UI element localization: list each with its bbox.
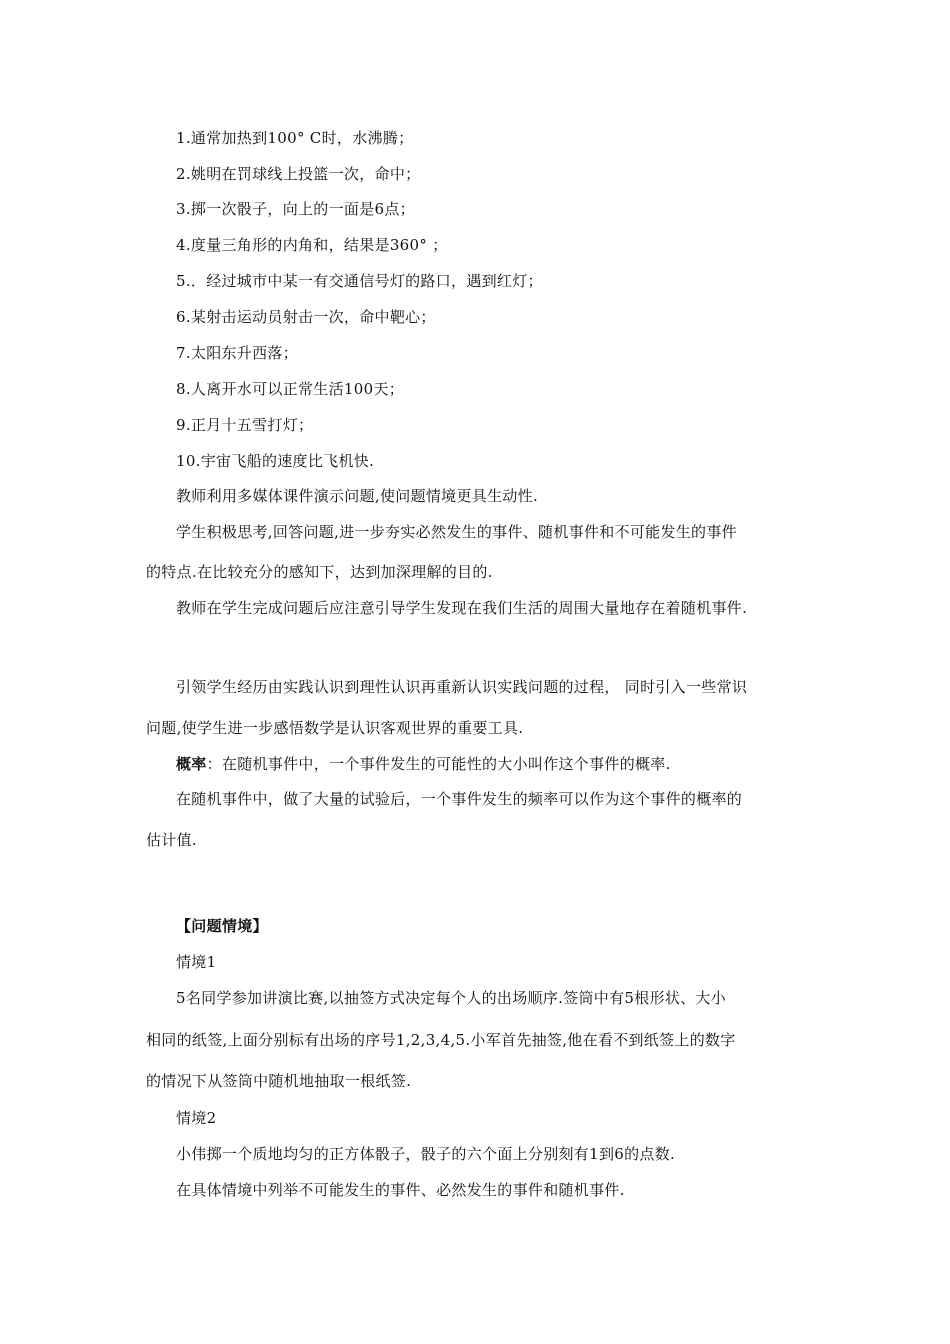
probability-term: 概率 <box>176 755 207 773</box>
list-item: 7.太阳东升西落； <box>176 344 299 362</box>
paragraph-lead-2: 问题,使学生进一步感悟数学是认识客观世界的重要工具. <box>146 719 524 737</box>
paragraph-student-think-2: 的特点.在比较充分的感知下，达到加深理解的目的. <box>146 563 493 581</box>
list-item: 9.正月十五雪打灯； <box>176 416 314 434</box>
situation-1-line-3: 的情况下从签筒中随机地抽取一根纸签. <box>146 1072 412 1090</box>
list-item: 6.某射击运动员射击一次，命中靶心； <box>176 308 436 326</box>
list-item: 10.宇宙飞船的速度比飞机快. <box>176 452 375 470</box>
situation-2-line-2: 在具体情境中列举不可能发生的事件、必然发生的事件和随机事件. <box>176 1181 625 1199</box>
paragraph-estimate-1: 在随机事件中，做了大量的试验后，一个事件发生的频率可以作为这个事件的概率的 <box>176 790 743 808</box>
probability-definition <box>176 754 671 774</box>
paragraph-student-think-1: 学生积极思考,回答问题,进一步夯实必然发生的事件、随机事件和不可能发生的事件 <box>176 523 737 541</box>
list-item: 5.．经过城市中某一有交通信号灯的路口，遇到红灯； <box>176 272 543 290</box>
list-item: 1.通常加热到100° C时，水沸腾； <box>176 129 414 147</box>
list-item: 4.度量三角形的内角和，结果是360° ； <box>176 236 448 254</box>
list-item: 2.姚明在罚球线上投篮一次，命中； <box>176 165 421 183</box>
situation-2-label: 情境2 <box>176 1109 217 1127</box>
situation-2-line-1: 小伟掷一个质地均匀的正方体骰子，骰子的六个面上分别刻有1到6的点数. <box>176 1145 676 1163</box>
list-item: 3.掷一次骰子，向上的一面是6点； <box>176 200 415 218</box>
paragraph-teacher-demo: 教师利用多媒体课件演示问题,使问题情境更具生动性. <box>176 487 539 505</box>
list-item: 8.人离开水可以正常生活100天； <box>176 380 405 398</box>
situation-1-label: 情境1 <box>176 953 217 971</box>
paragraph-estimate-2: 估计值. <box>146 831 197 849</box>
paragraph-teacher-guide: 教师在学生完成问题后应注意引导学生发现在我们生活的周围大量地存在着随机事件. <box>176 599 748 617</box>
probability-definition-text: ：在随机事件中，一个事件发生的可能性的大小叫作这个事件的概率. <box>206 755 671 773</box>
section-heading: 【问题情境】 <box>176 917 268 935</box>
situation-1-line-1: 5名同学参加讲演比赛,以抽签方式决定每个人的出场顺序.签筒中有5根形状、大小 <box>176 989 727 1007</box>
paragraph-lead-1: 引领学生经历由实践认识到理性认识再重新认识实践问题的过程， 同时引入一些常识 <box>176 678 748 696</box>
situation-1-line-2: 相同的纸签,上面分别标有出场的序号1,2,3,4,5.小军首先抽签,他在看不到纸签上的数字 <box>146 1031 736 1049</box>
